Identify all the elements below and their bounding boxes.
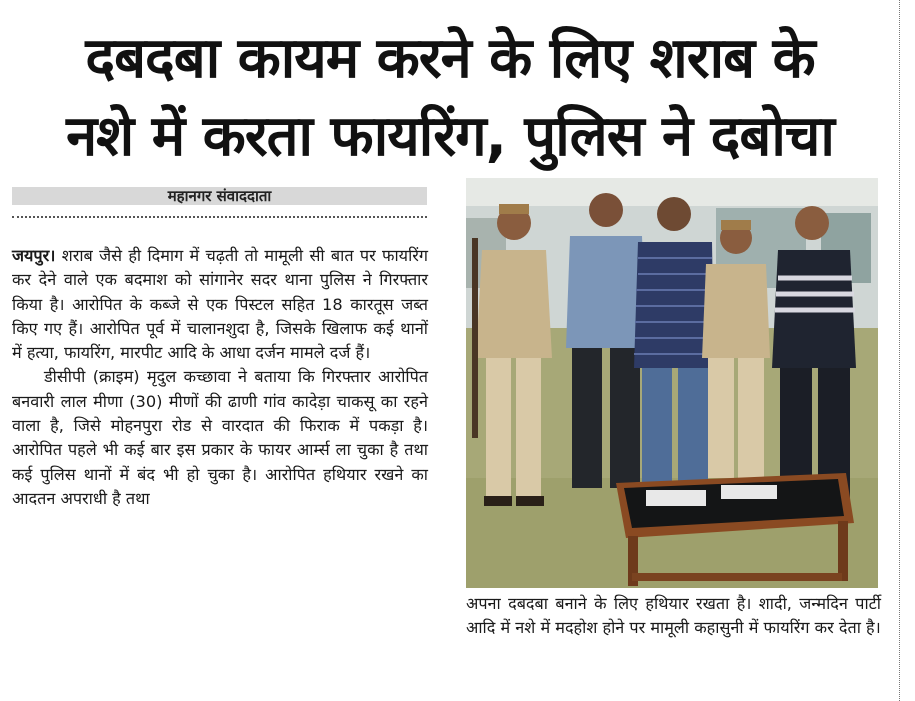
article-column-right (466, 592, 881, 641)
headline-line-2: नशे में करता फायरिंग, पुलिस ने दबोचा (66, 104, 834, 169)
paragraph-1-text: शराब जैसे ही दिमाग में चढ़ती तो मामूली सी बात पर फायरिंग कर देने वाले एक बदमाश को सांगानेर सदर थाना पुलिस ने गिरफ्तार किया है। आरोपित के कब्जे से एक पिस्टल सहित 18 कारतूस जब्त किए गए हैं। आरोपित पूर्व में चालानशुदा है, जिसके खिलाफ कई थानों में हत्या, फायरिंग, मारपीट आदि के आधा दर्जन मामले दर्ज हैं। (12, 246, 428, 363)
headline-line-1: दबदबा कायम करने के लिए शराब के (85, 26, 815, 91)
article-column-left (12, 244, 428, 511)
byline: महानगर संवाददाता (167, 187, 272, 205)
byline-divider (12, 216, 427, 218)
headline (10, 20, 890, 176)
news-photo-illustration (466, 178, 878, 588)
dateline: जयपुर। (12, 246, 56, 265)
news-photo (466, 178, 878, 588)
article-paragraph-continued: अपना दबदबा बनाने के लिए हथियार रखता है। शादी, जन्मदिन पार्टी आदि में नशे में मदहोश होने पर मामूली कहासुनी में फायरिंग कर देता है। (466, 594, 881, 638)
article-paragraph-2: डीसीपी (क्राइम) मृदुल कच्छावा ने बताया कि गिरफ्तार आरोपित बनवारी लाल मीणा (30) मीणों की ढाणी गांव कादेड़ा चाकसू का रहने वाला है, जिसे मोहनपुरा रोड से वारदात की फिराक में पकड़ा है। आरोपित पहले भी कई बार इस प्रकार के फायर आर्म्स ला चुका है तथा कई पुलिस थानों में बंद भी हो चुका है। आरोपित हथियार रखने का आदतन अपराधी है तथा (12, 367, 428, 508)
page-edge-rule (899, 0, 900, 701)
article-paragraph-1 (12, 244, 428, 365)
